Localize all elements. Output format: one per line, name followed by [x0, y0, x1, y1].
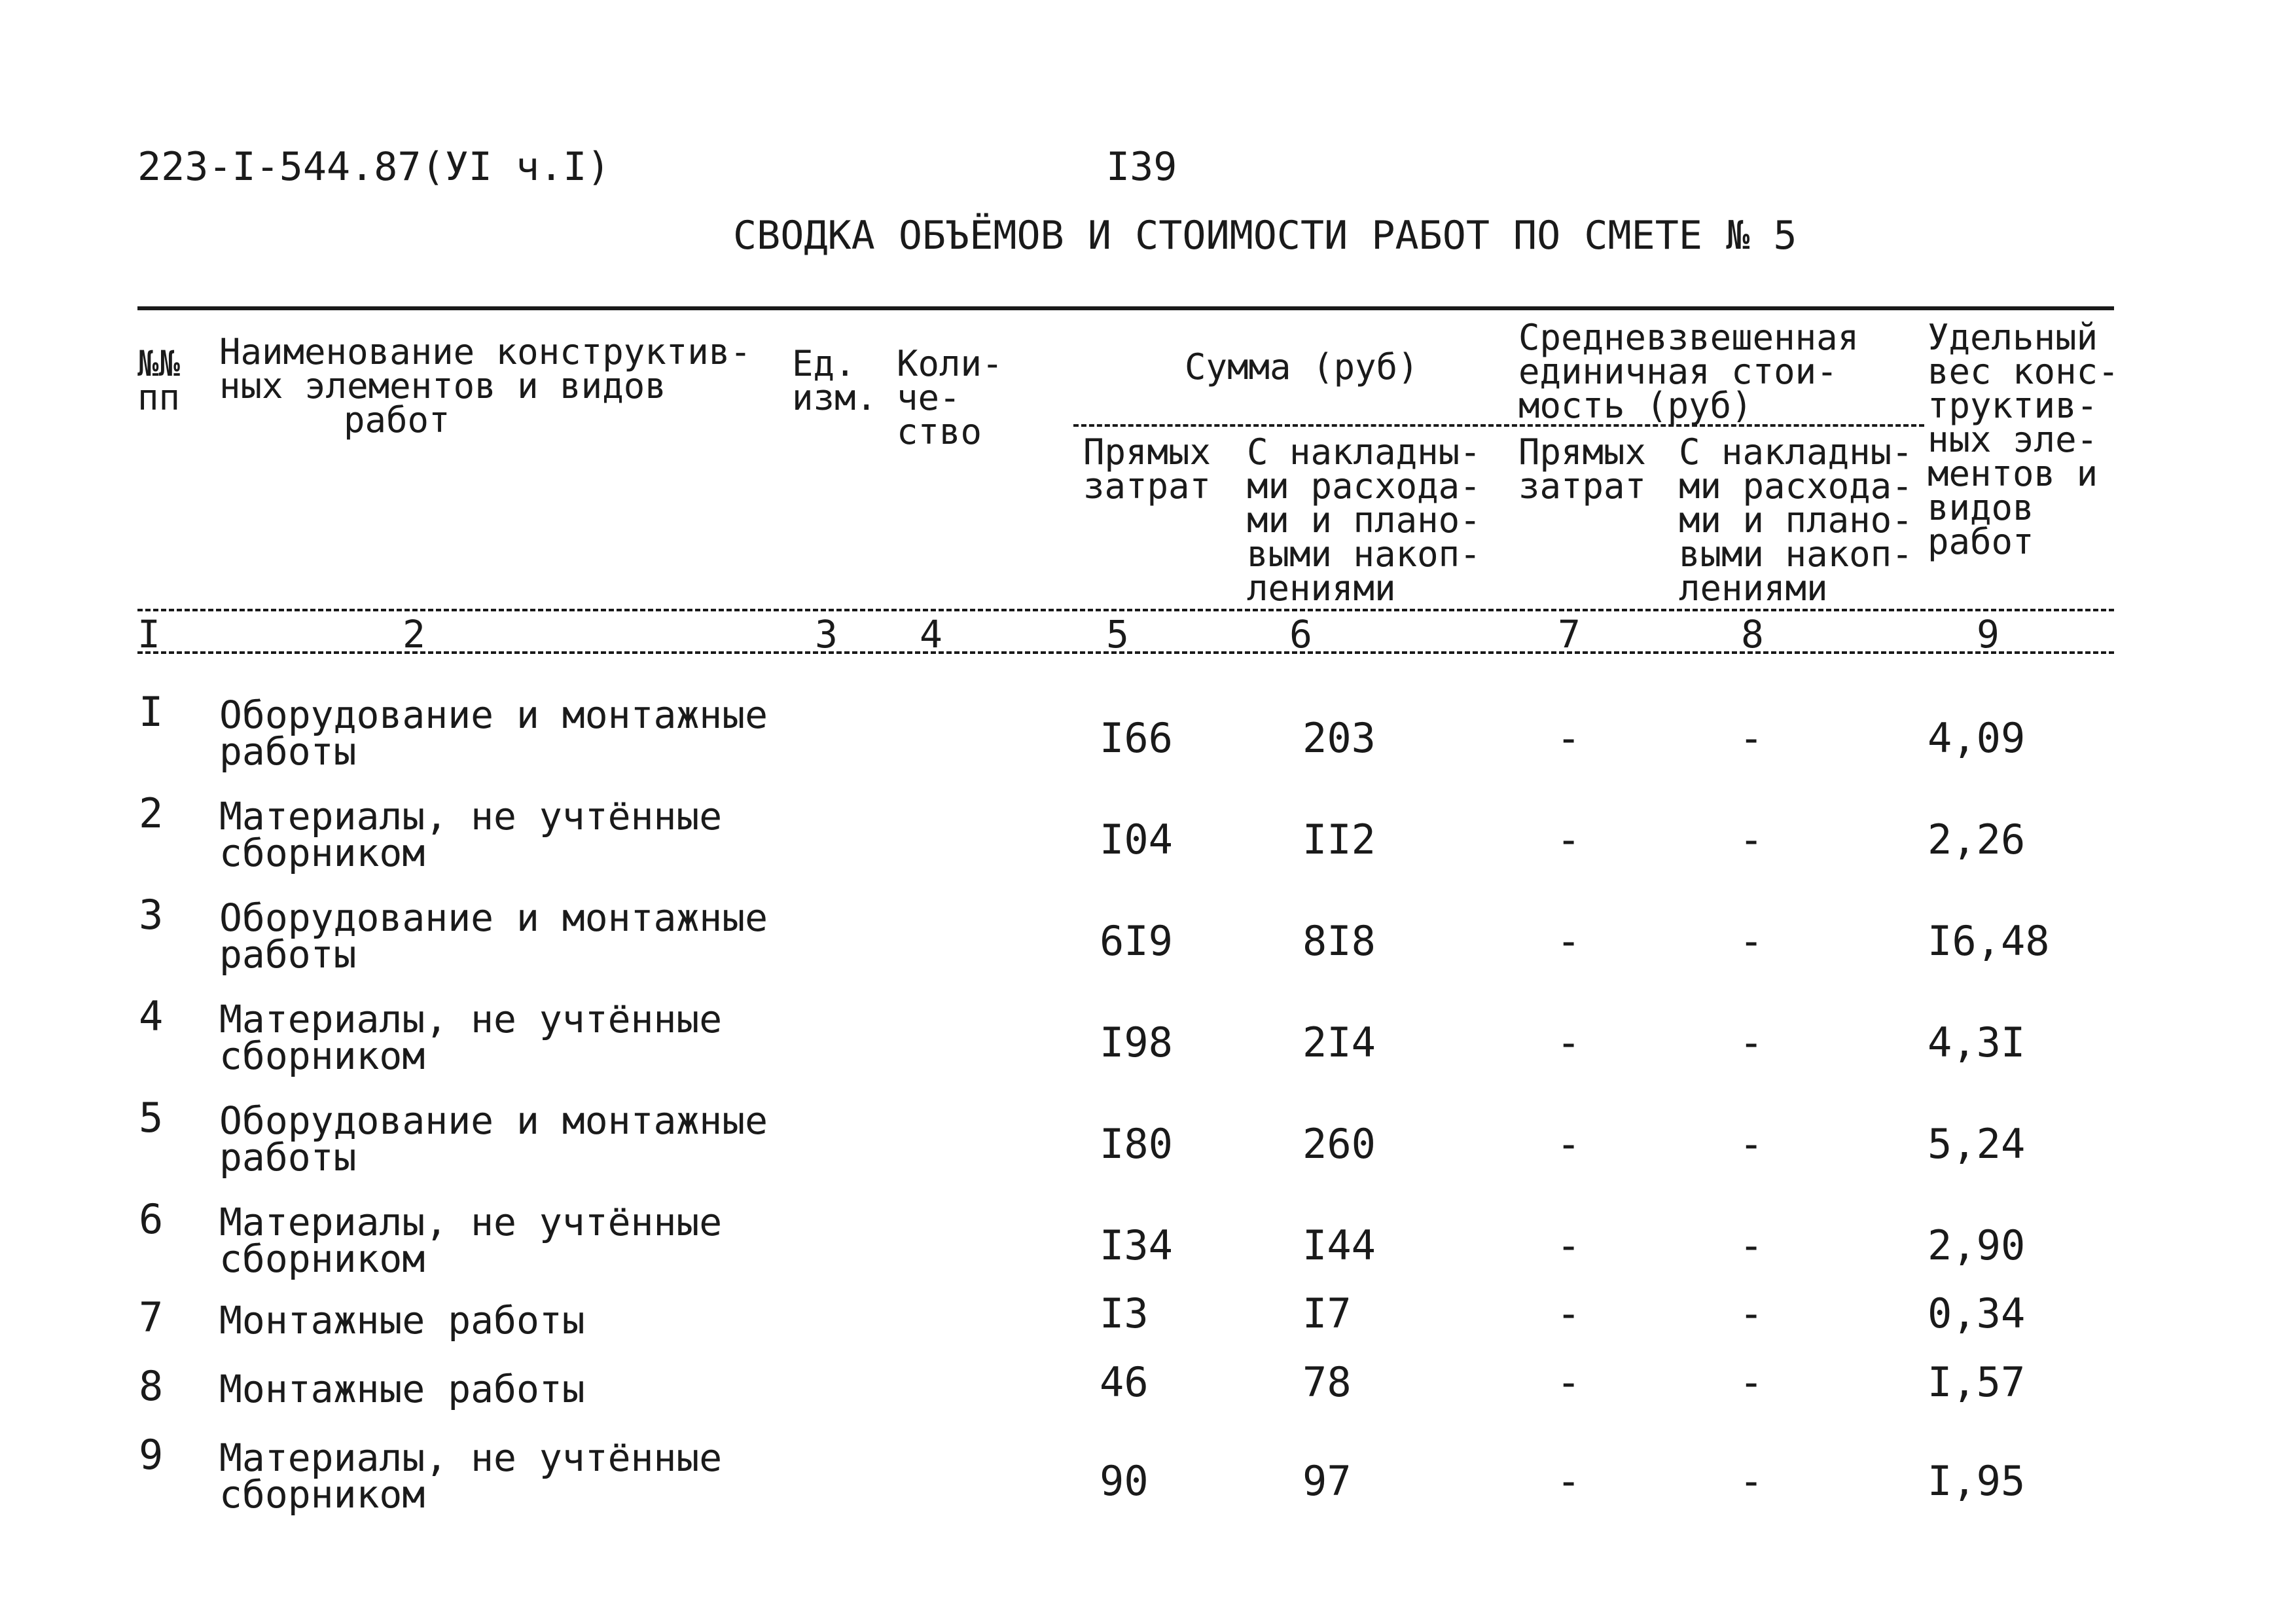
- row-name: Монтажные работы: [219, 1367, 585, 1411]
- cell-avg-overhead: -: [1739, 1358, 1764, 1406]
- cell-overhead-cost: 97: [1302, 1457, 1352, 1505]
- cell-avg-overhead: -: [1739, 1120, 1764, 1168]
- row-name: Оборудование и монтажные работы: [219, 693, 768, 774]
- row-number: 6: [139, 1195, 164, 1243]
- row-name: Материалы, не учтённые сборником: [219, 1435, 723, 1517]
- cell-direct-cost: I80: [1100, 1120, 1173, 1168]
- cell-avg-overhead: -: [1739, 1457, 1764, 1505]
- cell-avg-overhead: -: [1739, 1019, 1764, 1066]
- cell-avg-direct: -: [1556, 1221, 1581, 1269]
- table-top-rule: [137, 306, 2114, 310]
- row-name: Материалы, не учтённые сборником: [219, 997, 723, 1078]
- header-col-avg-direct: Прямых затрат: [1518, 431, 1647, 507]
- group-header-rule: [1073, 424, 1924, 427]
- column-number: 5: [1106, 612, 1129, 657]
- cell-weight: 0,34: [1928, 1290, 2026, 1337]
- cell-overhead-cost: II2: [1302, 816, 1376, 863]
- cell-avg-direct: -: [1556, 714, 1581, 762]
- table-row: [0, 891, 2296, 1001]
- cell-avg-direct: -: [1556, 1019, 1581, 1066]
- cell-weight: 4,09: [1928, 714, 2026, 762]
- column-number: 3: [815, 612, 838, 657]
- cell-direct-cost: I34: [1100, 1221, 1173, 1269]
- cell-weight: 2,26: [1928, 816, 2026, 863]
- cell-direct-cost: I04: [1100, 816, 1173, 863]
- cell-avg-direct: -: [1556, 1358, 1581, 1406]
- header-col-direct: Прямых затрат: [1083, 431, 1211, 507]
- cell-avg-direct: -: [1556, 1290, 1581, 1337]
- header-bottom-rule: [137, 609, 2114, 611]
- cell-direct-cost: I98: [1100, 1019, 1173, 1066]
- row-number: 9: [139, 1431, 164, 1479]
- page-number: I39: [1106, 144, 1177, 190]
- document-code: 223-I-544.87(УI ч.I): [137, 144, 611, 190]
- row-number: 4: [139, 992, 164, 1040]
- column-number: I: [137, 612, 160, 657]
- row-name: Оборудование и монтажные работы: [219, 895, 768, 977]
- column-number: 9: [1977, 612, 2000, 657]
- column-number: 2: [403, 612, 425, 657]
- header-col-number: №№ пп: [137, 343, 181, 418]
- cell-overhead-cost: 78: [1302, 1358, 1352, 1406]
- header-col-overhead: С накладны- ми расхода- ми и плано- выми накоп- лениями: [1247, 431, 1481, 609]
- cell-avg-direct: -: [1556, 816, 1581, 863]
- cell-overhead-cost: 260: [1302, 1120, 1376, 1168]
- table-row: [0, 1290, 2296, 1365]
- cell-weight: I,95: [1928, 1457, 2026, 1505]
- table-row: [0, 1431, 2296, 1542]
- row-number: 5: [139, 1094, 164, 1142]
- cell-overhead-cost: 203: [1302, 714, 1376, 762]
- cell-avg-overhead: -: [1739, 1221, 1764, 1269]
- table-row: [0, 992, 2296, 1103]
- cell-overhead-cost: 2I4: [1302, 1019, 1376, 1066]
- cell-avg-overhead: -: [1739, 1290, 1764, 1337]
- row-name: Оборудование и монтажные работы: [219, 1098, 768, 1180]
- cell-weight: 2,90: [1928, 1221, 2026, 1269]
- page-title: СВОДКА ОБЪЁМОВ И СТОИМОСТИ РАБОТ ПО СМЕТЕ № 5: [733, 213, 1797, 259]
- header-col-unit: Ед. изм.: [792, 343, 878, 418]
- header-col-name: Наименование конструктив- ных элементов и видов работ: [219, 331, 751, 441]
- row-number: 2: [139, 789, 164, 837]
- row-number: 3: [139, 891, 164, 939]
- cell-avg-overhead: -: [1739, 816, 1764, 863]
- cell-overhead-cost: I7: [1302, 1290, 1352, 1337]
- column-number: 8: [1741, 612, 1764, 657]
- table-row: [0, 789, 2296, 900]
- cell-direct-cost: 90: [1100, 1457, 1149, 1505]
- cell-weight: 5,24: [1928, 1120, 2026, 1168]
- cell-avg-direct: -: [1556, 917, 1581, 965]
- header-col-avg-overhead: С накладны- ми расхода- ми и плано- выми накоп- лениями: [1679, 431, 1913, 609]
- header-avg-group: Средневзвешенная единичная стои- мость (руб): [1518, 317, 1859, 426]
- table-row: [0, 1358, 2296, 1434]
- cell-avg-overhead: -: [1739, 714, 1764, 762]
- row-name: Материалы, не учтённые сборником: [219, 794, 723, 875]
- cell-direct-cost: 46: [1100, 1358, 1149, 1406]
- row-number: 7: [139, 1293, 164, 1341]
- header-col-weight: Удельный вес конс- труктив- ных эле- ментов и видов работ: [1928, 317, 2119, 562]
- row-number: I: [139, 688, 164, 736]
- cell-overhead-cost: I44: [1302, 1221, 1376, 1269]
- cell-direct-cost: I66: [1100, 714, 1173, 762]
- header-sum-group: Сумма (руб): [1185, 346, 1419, 388]
- cell-avg-overhead: -: [1739, 917, 1764, 965]
- table-row: [0, 688, 2296, 799]
- cell-avg-direct: -: [1556, 1457, 1581, 1505]
- column-number: 6: [1289, 612, 1312, 657]
- column-number: 4: [920, 612, 942, 657]
- cell-direct-cost: I3: [1100, 1290, 1149, 1337]
- column-number: 7: [1558, 612, 1581, 657]
- cell-direct-cost: 6I9: [1100, 917, 1173, 965]
- cell-weight: 4,3I: [1928, 1019, 2026, 1066]
- cell-weight: I,57: [1928, 1358, 2026, 1406]
- cell-avg-direct: -: [1556, 1120, 1581, 1168]
- cell-weight: I6,48: [1928, 917, 2050, 965]
- row-name: Монтажные работы: [219, 1298, 585, 1343]
- row-name: Материалы, не учтённые сборником: [219, 1200, 723, 1281]
- row-number: 8: [139, 1362, 164, 1410]
- header-col-quantity: Коли- че- ство: [897, 343, 1003, 452]
- cell-overhead-cost: 8I8: [1302, 917, 1376, 965]
- table-row: [0, 1094, 2296, 1204]
